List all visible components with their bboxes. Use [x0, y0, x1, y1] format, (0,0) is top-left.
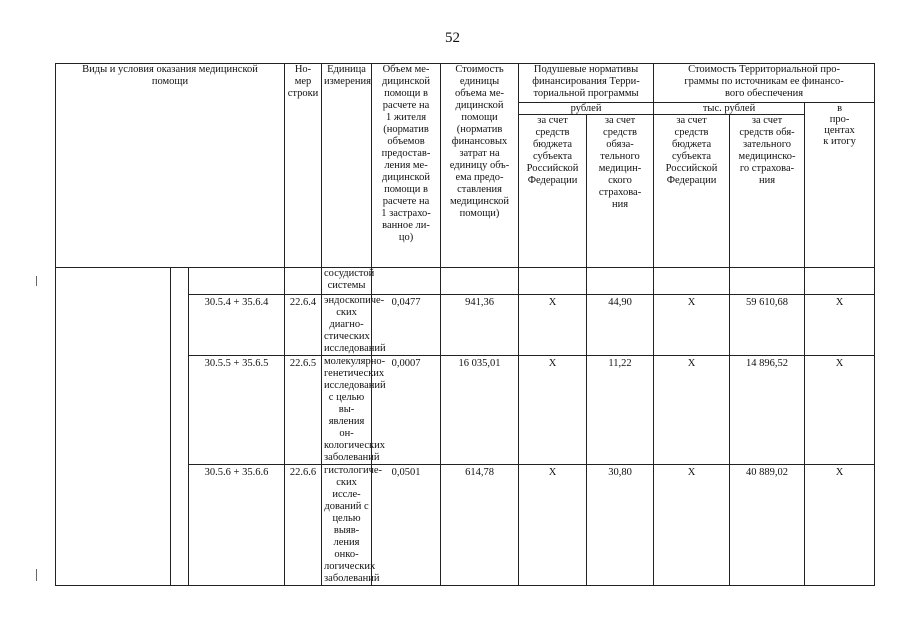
- page-number: 52: [445, 30, 460, 46]
- cell-percent: X: [805, 465, 875, 586]
- header-types: Виды и условия оказания медицинской помощи: [56, 64, 285, 268]
- cell-row-no: [285, 268, 322, 295]
- cell-cost: 614,78: [441, 465, 519, 586]
- cell-unit-continuation: сосудистой системы: [322, 268, 372, 295]
- cell-volume: 0,0477: [372, 295, 441, 356]
- header-volume: Объем ме- дицинской помощи в расчете на 1 жителя (норматив объемов предостав- ления ме- дицинской помощи в расчете на 1 застрахо- ванное ли- цо): [372, 64, 441, 268]
- cell-tc-oms: 14 896,52: [730, 356, 805, 465]
- cell-pc-budget: X: [519, 295, 587, 356]
- cell-volume: 0,0007: [372, 356, 441, 465]
- cell-cost: 941,36: [441, 295, 519, 356]
- header-tc-oms: за счет средств обя- зательного медицинско- го страхова- ния: [730, 115, 805, 268]
- cell-volume: 0,0501: [372, 465, 441, 586]
- cell-percent: X: [805, 356, 875, 465]
- cell-unit: молекулярно- генетических исследований с целью вы- явления он- кологических заболеваний: [322, 356, 372, 465]
- cell-pc-budget: X: [519, 465, 587, 586]
- financing-table: [55, 63, 875, 586]
- header-unit: Единица измерения: [322, 64, 372, 268]
- cell-tc-budget: X: [654, 356, 730, 465]
- cell-tc-oms: 40 889,02: [730, 465, 805, 586]
- header-pc-budget: за счет средств бюджета субъекта Российской Федерации: [519, 115, 587, 268]
- cell-row-no: 22.6.6: [285, 465, 322, 586]
- header-row-number: Но- мер строки: [285, 64, 322, 268]
- header-thousand-rubles: тыс. рублей: [654, 103, 805, 115]
- margin-mark: [36, 569, 37, 581]
- cell-pc-oms: 44,90: [587, 295, 654, 356]
- cell-pc-oms: 11,22: [587, 356, 654, 465]
- cell-pc-oms: 30,80: [587, 465, 654, 586]
- header-pc-oms: за счет средств обяза- тельного медицин- ского страхова- ния: [587, 115, 654, 268]
- cell-code: 30.5.5 + 35.6.5: [189, 356, 285, 465]
- cell-code: [189, 268, 285, 295]
- cell-row-no: 22.6.4: [285, 295, 322, 356]
- cell-code: 30.5.6 + 35.6.6: [189, 465, 285, 586]
- cell-row-no: 22.6.5: [285, 356, 322, 465]
- margin-mark: [36, 276, 37, 286]
- cell-tc-oms: 59 610,68: [730, 295, 805, 356]
- cell-tc-budget: X: [654, 465, 730, 586]
- cell-code: 30.5.4 + 35.6.4: [189, 295, 285, 356]
- cell-percent: X: [805, 295, 875, 356]
- cell-cost: 16 035,01: [441, 356, 519, 465]
- header-percent-total: в про- центах к итогу: [805, 103, 875, 268]
- cell-types-blank: [56, 268, 171, 586]
- table-row: [56, 268, 875, 295]
- cell-tc-budget: X: [654, 295, 730, 356]
- cell-unit: гистологиче- ских иссле- дований с целью выяв- ления онко- логических заболеваний: [322, 465, 372, 586]
- cell-unit: эндоскопиче- ских диагно- стических исследований: [322, 295, 372, 356]
- header-per-capita: Подушевые нормативы финансирования Терри- ториальной программы: [519, 64, 654, 103]
- cell-sub-blank: [171, 268, 189, 586]
- header-tc-budget: за счет средств бюджета субъекта Российской Федерации: [654, 115, 730, 268]
- cell-pc-budget: X: [519, 356, 587, 465]
- header-territorial-cost: Стоимость Территориальной про- граммы по источникам ее финансо- вого обеспечения: [654, 64, 875, 103]
- header-rubles: рублей: [519, 103, 654, 115]
- header-unit-cost: Стоимость единицы объема ме- дицинской помощи (норматив финансовых затрат на единицу объ- ема предо- ставления медицинской помощи): [441, 64, 519, 268]
